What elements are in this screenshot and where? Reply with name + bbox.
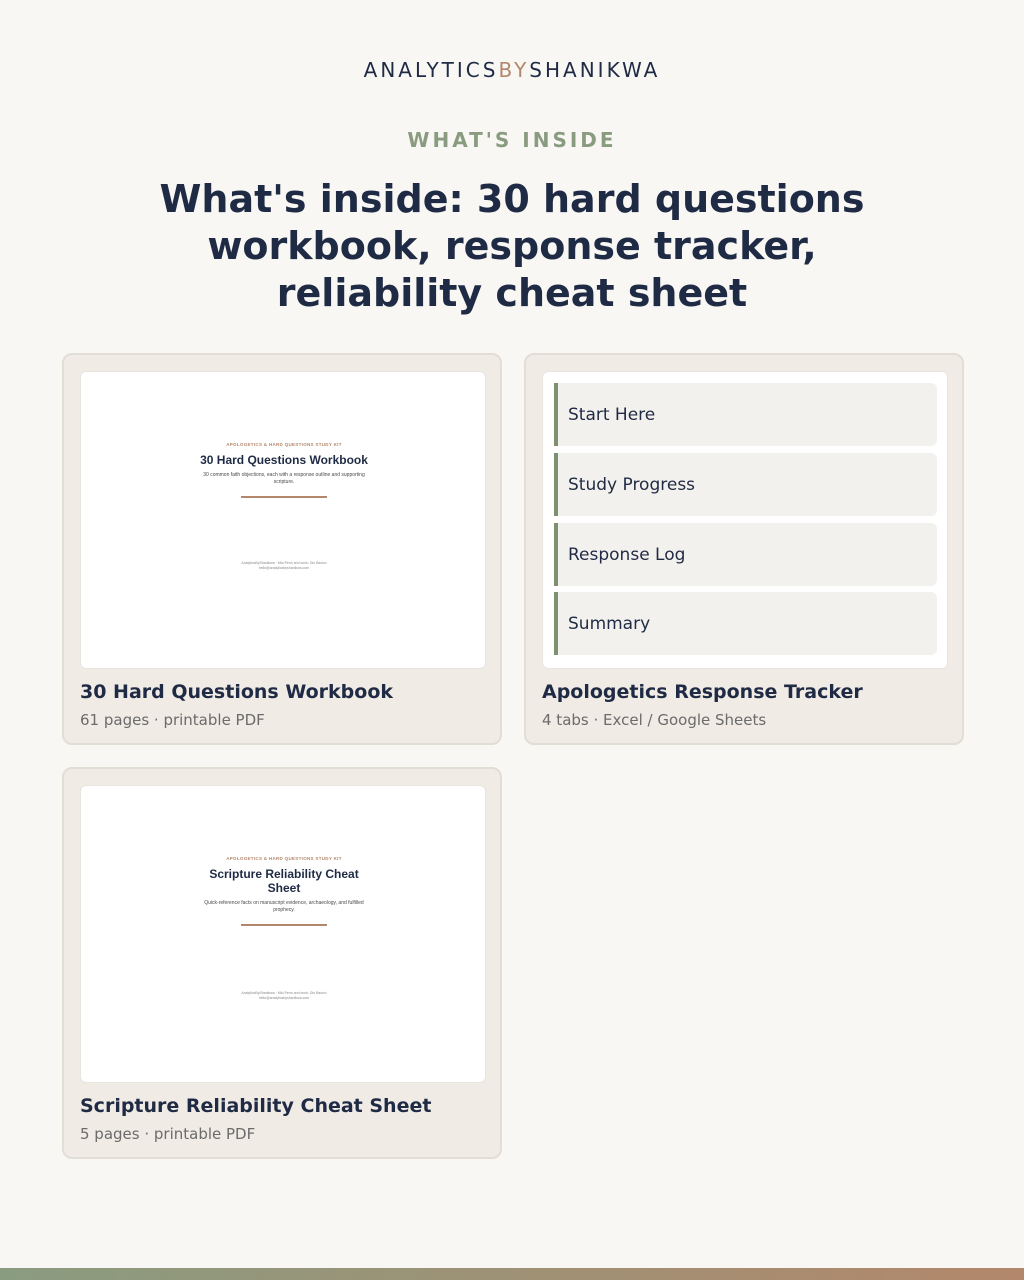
cover-content — [81, 442, 486, 498]
page-title: What's inside: 30 hard questions workbook, response tracker, reliability cheat sheet — [159, 177, 865, 315]
cover-footer-line2: hello@analyticsbyshanikwa.com — [258, 566, 310, 570]
cover-subtitle: 30 common faith objections, each with a response outline and supporting scripture. — [203, 472, 365, 485]
tracker-tabs-preview — [542, 371, 948, 669]
cover-eyebrow: APOLOGETICS & HARD QUESTIONS STUDY KIT — [226, 442, 342, 447]
tab-start-here: Start Here — [554, 383, 937, 446]
cover-footer — [81, 561, 486, 571]
card-meta: 5 pages · printable PDF — [80, 1125, 256, 1143]
cover-footer-line1: AnalyticsByShanikwa · Mid-Penn and work: Dio Basico — [241, 561, 327, 565]
product-card-tracker[interactable] — [524, 353, 964, 745]
section-eyebrow: WHAT'S INSIDE — [407, 128, 617, 152]
tab-response-log: Response Log — [554, 523, 937, 586]
footer-accent-bar — [0, 1268, 1024, 1280]
card-title: Apologetics Response Tracker — [542, 681, 863, 703]
cover-footer-line2: hello@analyticsbyshanikwa.com — [258, 996, 310, 1000]
brand-part-by: BY — [498, 58, 530, 82]
card-meta: 4 tabs · Excel / Google Sheets — [542, 711, 767, 729]
tab-summary: Summary — [554, 592, 937, 655]
cover-divider — [241, 496, 327, 498]
cover-content — [81, 856, 486, 926]
cover-footer — [81, 991, 486, 1001]
card-title: 30 Hard Questions Workbook — [80, 681, 394, 703]
card-title: Scripture Reliability Cheat Sheet — [80, 1095, 432, 1117]
brand-part-analytics: ANALYTICS — [363, 58, 499, 82]
card-meta: 61 pages · printable PDF — [80, 711, 265, 729]
cover-title: Scripture Reliability Cheat Sheet — [209, 867, 359, 895]
cover-title: 30 Hard Questions Workbook — [200, 453, 368, 467]
product-card-workbook[interactable] — [62, 353, 502, 745]
cover-divider — [241, 924, 327, 926]
cover-subtitle: Quick-reference facts on manuscript evidence, archaeology, and fulfilled prophecy. — [204, 900, 364, 913]
brand-part-name: SHANIKWA — [529, 58, 661, 82]
product-card-cheat-sheet[interactable] — [62, 767, 502, 1159]
cheat-sheet-cover-preview — [80, 785, 486, 1083]
tab-study-progress: Study Progress — [554, 453, 937, 516]
brand-logo — [0, 58, 1024, 82]
cover-footer-line1: AnalyticsByShanikwa · Mid-Penn and work: Dio Basico — [241, 991, 327, 995]
cover-eyebrow: APOLOGETICS & HARD QUESTIONS STUDY KIT — [226, 856, 342, 861]
workbook-cover-preview — [80, 371, 486, 669]
